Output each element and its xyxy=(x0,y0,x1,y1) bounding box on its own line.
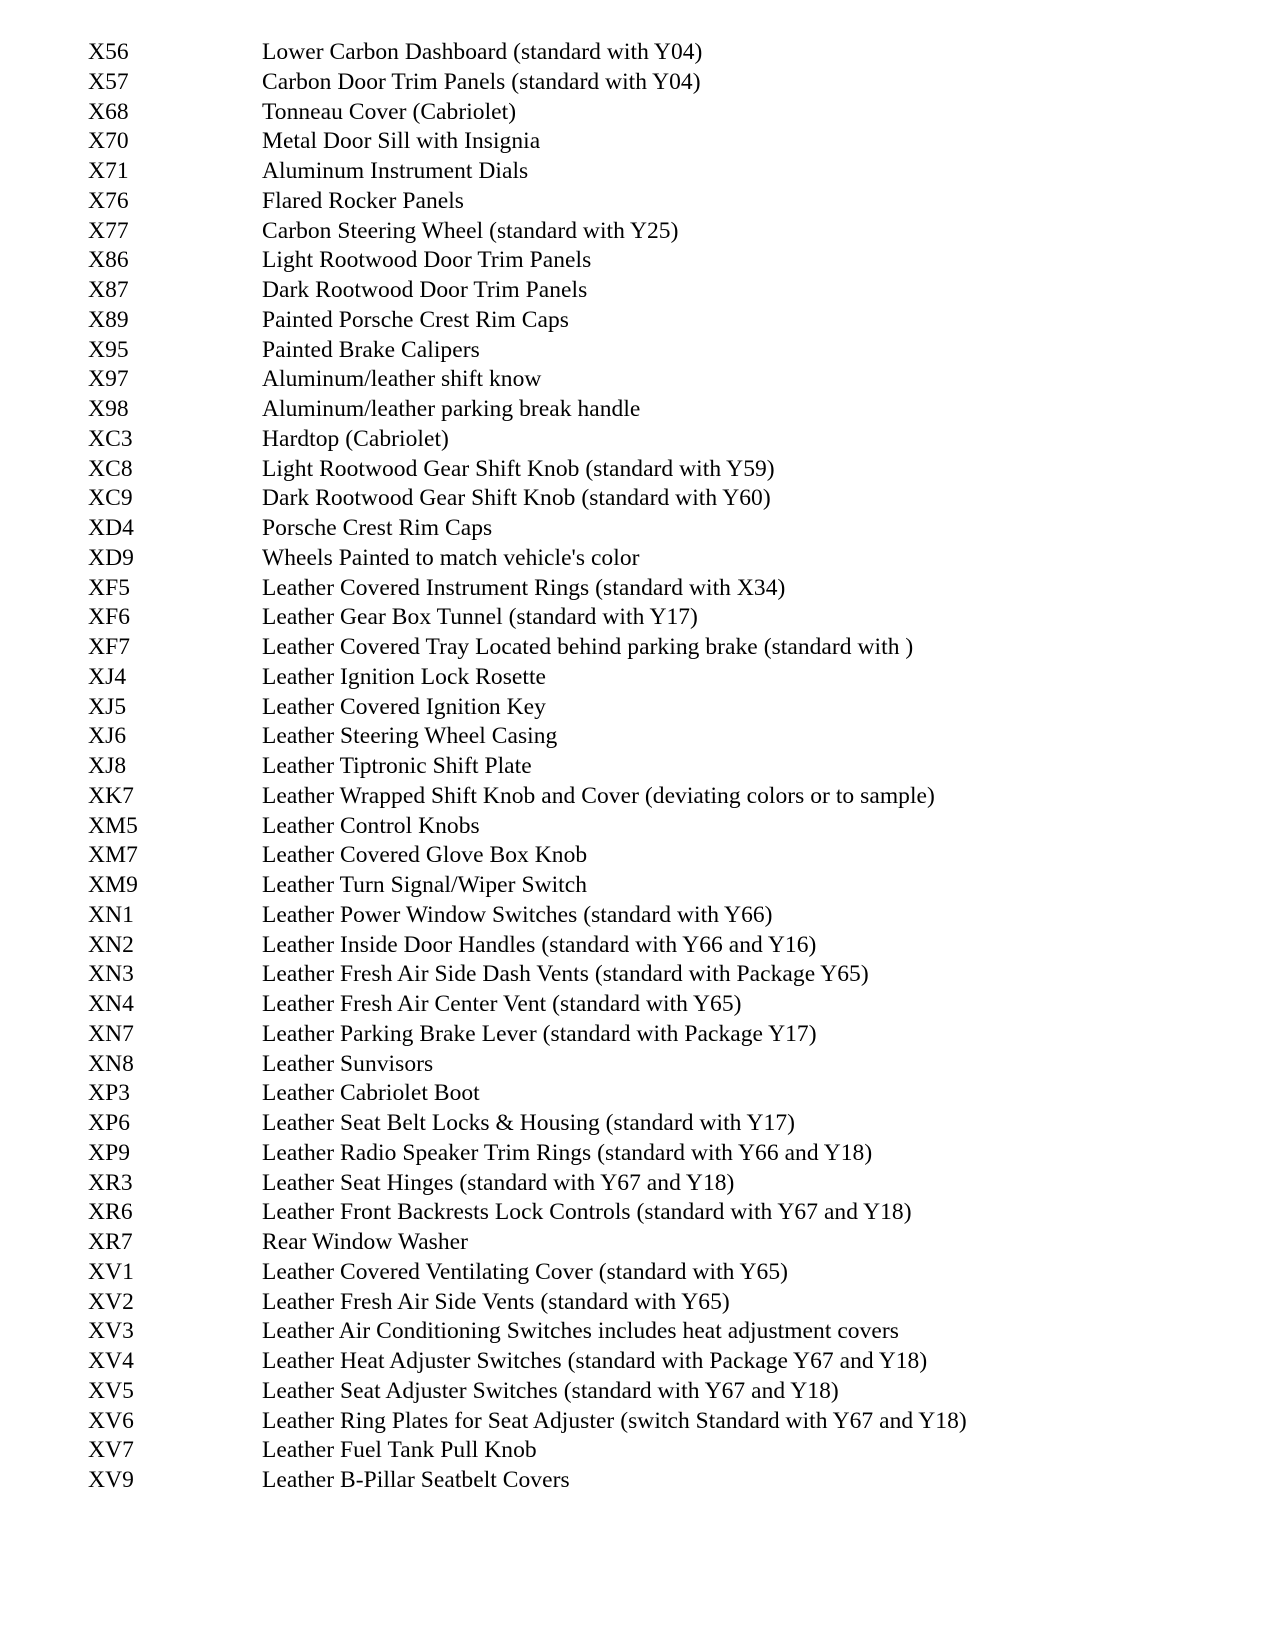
option-row xyxy=(88,1407,1195,1437)
option-row xyxy=(88,990,1195,1020)
option-code: XD4 xyxy=(88,515,134,541)
option-code: XJ4 xyxy=(88,663,127,690)
option-description: Leather Fresh Air Side Vents (standard with Y65) xyxy=(262,1288,730,1315)
option-description: Leather Fresh Air Side Dash Vents (standard with Package Y65) xyxy=(262,961,869,988)
option-row xyxy=(88,752,1195,782)
option-row xyxy=(88,693,1195,723)
option-code: XK7 xyxy=(88,782,134,809)
option-code: XM7 xyxy=(88,842,138,869)
option-code: XN8 xyxy=(88,1050,134,1077)
option-description: Dark Rootwood Gear Shift Knob (standard with Y60) xyxy=(262,485,771,512)
option-code: X87 xyxy=(88,277,129,303)
option-code: XC8 xyxy=(88,455,133,482)
option-row xyxy=(88,603,1195,633)
option-row xyxy=(88,484,1195,514)
option-description: Leather Covered Tray Located behind parking brake (standard with ) xyxy=(262,634,914,660)
option-code: XV3 xyxy=(88,1318,134,1345)
option-code: XF5 xyxy=(88,574,131,601)
option-row xyxy=(88,365,1195,395)
option-row xyxy=(88,901,1195,931)
option-code: XN4 xyxy=(88,991,134,1017)
option-code: X57 xyxy=(88,68,129,95)
option-row xyxy=(88,395,1195,425)
option-description: Leather Fuel Tank Pull Knob xyxy=(262,1437,537,1464)
option-description: Leather Front Backrests Lock Controls (standard with Y67 and Y18) xyxy=(262,1199,912,1226)
option-code: XP3 xyxy=(88,1080,131,1107)
option-description: Leather Wrapped Shift Knob and Cover (deviating colors or to sample) xyxy=(262,782,935,809)
option-row xyxy=(88,98,1195,128)
option-row xyxy=(88,68,1195,98)
option-row xyxy=(88,812,1195,842)
option-description: Leather Turn Signal/Wiper Switch xyxy=(262,872,588,898)
option-code: X70 xyxy=(88,128,129,155)
option-code: XV7 xyxy=(88,1437,134,1464)
option-code: XP9 xyxy=(88,1139,131,1166)
option-row xyxy=(88,574,1195,604)
option-row xyxy=(88,1169,1195,1199)
option-description: Aluminum/leather parking break handle xyxy=(262,396,641,422)
option-description: Leather Sunvisors xyxy=(262,1050,434,1077)
option-code: XV2 xyxy=(88,1288,134,1315)
option-code: XD9 xyxy=(88,544,134,571)
option-row xyxy=(88,1347,1195,1377)
option-row xyxy=(88,276,1195,306)
option-description: Leather Steering Wheel Casing xyxy=(262,723,558,750)
option-row xyxy=(88,425,1195,455)
option-description: Light Rootwood Gear Shift Knob (standard with Y59) xyxy=(262,455,775,482)
option-row xyxy=(88,1288,1195,1318)
option-description: Aluminum Instrument Dials xyxy=(262,158,529,184)
option-description: Leather Cabriolet Boot xyxy=(262,1080,480,1107)
option-row xyxy=(88,1079,1195,1109)
option-row xyxy=(88,1377,1195,1407)
option-description: Leather Covered Ventilating Cover (standard with Y65) xyxy=(262,1258,789,1285)
option-code: X97 xyxy=(88,366,129,393)
option-description: Flared Rocker Panels xyxy=(262,187,465,214)
option-row xyxy=(88,960,1195,990)
option-description: Leather Covered Instrument Rings (standard with X34) xyxy=(262,574,786,601)
option-description: Tonneau Cover (Cabriolet) xyxy=(262,98,517,125)
option-description: Leather Covered Glove Box Knob xyxy=(262,842,588,869)
option-description: Wheels Painted to match vehicle's color xyxy=(262,544,640,571)
option-description: Leather Fresh Air Center Vent (standard with Y65) xyxy=(262,991,742,1017)
option-row xyxy=(88,1109,1195,1139)
option-row xyxy=(88,663,1195,693)
option-description: Leather Covered Ignition Key xyxy=(262,693,546,720)
option-description: Leather Control Knobs xyxy=(262,812,480,839)
option-row xyxy=(88,187,1195,217)
option-code: XN7 xyxy=(88,1020,134,1047)
option-description: Leather Ring Plates for Seat Adjuster (switch Standard with Y67 and Y18) xyxy=(262,1407,967,1434)
option-row xyxy=(88,514,1195,544)
option-description: Leather Seat Hinges (standard with Y67 and Y18) xyxy=(262,1169,735,1196)
option-description: Leather Power Window Switches (standard with Y66) xyxy=(262,901,773,928)
option-row xyxy=(88,1258,1195,1288)
option-row xyxy=(88,782,1195,812)
option-row xyxy=(88,306,1195,336)
option-code: XV9 xyxy=(88,1467,134,1493)
option-description: Leather B-Pillar Seatbelt Covers xyxy=(262,1467,570,1493)
option-code: XM5 xyxy=(88,812,138,839)
option-code: XM9 xyxy=(88,872,138,898)
option-description: Dark Rootwood Door Trim Panels xyxy=(262,277,588,303)
option-code: XN2 xyxy=(88,931,134,958)
option-description: Leather Seat Belt Locks & Housing (standard with Y17) xyxy=(262,1110,796,1136)
option-code: XV5 xyxy=(88,1377,134,1404)
option-code: X95 xyxy=(88,336,129,363)
option-row xyxy=(88,455,1195,485)
option-description: Leather Gear Box Tunnel (standard with Y17) xyxy=(262,604,698,631)
option-row xyxy=(88,633,1195,663)
option-description: Rear Window Washer xyxy=(262,1229,469,1255)
option-row xyxy=(88,1050,1195,1080)
option-description: Leather Tiptronic Shift Plate xyxy=(262,753,532,779)
option-description: Metal Door Sill with Insignia xyxy=(262,128,541,155)
option-code: XJ5 xyxy=(88,693,127,720)
option-description: Leather Radio Speaker Trim Rings (standard with Y66 and Y18) xyxy=(262,1139,873,1166)
option-code: XV4 xyxy=(88,1348,134,1374)
option-description: Hardtop (Cabriolet) xyxy=(262,425,449,452)
option-code: XR7 xyxy=(88,1229,133,1255)
option-code: XR6 xyxy=(88,1199,133,1226)
option-description: Carbon Steering Wheel (standard with Y25) xyxy=(262,217,679,244)
option-code: XF7 xyxy=(88,634,131,660)
option-description: Leather Air Conditioning Switches includes heat adjustment covers xyxy=(262,1318,899,1345)
option-row xyxy=(88,1139,1195,1169)
option-code: X76 xyxy=(88,187,129,214)
option-code: X71 xyxy=(88,158,129,184)
option-description: Leather Ignition Lock Rosette xyxy=(262,663,547,690)
option-code: X68 xyxy=(88,98,129,125)
option-row xyxy=(88,931,1195,961)
option-description: Leather Inside Door Handles (standard with Y66 and Y16) xyxy=(262,931,817,958)
option-code: X89 xyxy=(88,306,129,333)
option-description: Lower Carbon Dashboard (standard with Y04) xyxy=(262,39,703,65)
option-code: XC3 xyxy=(88,425,133,452)
option-code-list xyxy=(88,38,1195,1496)
option-code: X98 xyxy=(88,396,129,422)
option-row xyxy=(88,336,1195,366)
option-code: XV1 xyxy=(88,1258,134,1285)
option-description: Leather Seat Adjuster Switches (standard with Y67 and Y18) xyxy=(262,1377,839,1404)
option-description: Carbon Door Trim Panels (standard with Y04) xyxy=(262,68,701,95)
option-row xyxy=(88,127,1195,157)
option-row xyxy=(88,217,1195,247)
option-row xyxy=(88,722,1195,752)
option-code: XF6 xyxy=(88,604,131,631)
option-code: XC9 xyxy=(88,485,133,512)
option-code: XJ8 xyxy=(88,753,127,779)
option-row xyxy=(88,157,1195,187)
option-row xyxy=(88,544,1195,574)
option-code: XN1 xyxy=(88,901,134,928)
option-code: X86 xyxy=(88,247,129,274)
option-row xyxy=(88,841,1195,871)
option-row xyxy=(88,1020,1195,1050)
option-description: Leather Parking Brake Lever (standard with Package Y17) xyxy=(262,1020,817,1047)
option-description: Aluminum/leather shift know xyxy=(262,366,542,393)
option-code: XR3 xyxy=(88,1169,133,1196)
option-description: Porsche Crest Rim Caps xyxy=(262,515,493,541)
option-code: XP6 xyxy=(88,1110,131,1136)
option-code: X56 xyxy=(88,39,129,65)
option-row xyxy=(88,1228,1195,1258)
option-row xyxy=(88,1466,1195,1496)
option-description: Painted Porsche Crest Rim Caps xyxy=(262,306,569,333)
option-row xyxy=(88,1317,1195,1347)
option-description: Painted Brake Calipers xyxy=(262,336,480,363)
option-row xyxy=(88,871,1195,901)
option-description: Leather Heat Adjuster Switches (standard with Package Y67 and Y18) xyxy=(262,1348,928,1374)
option-code: XJ6 xyxy=(88,723,127,750)
option-row xyxy=(88,246,1195,276)
option-code: XV6 xyxy=(88,1407,134,1434)
option-row xyxy=(88,1198,1195,1228)
option-code: X77 xyxy=(88,217,129,244)
option-row xyxy=(88,1436,1195,1466)
option-row xyxy=(88,38,1195,68)
option-code: XN3 xyxy=(88,961,134,988)
option-description: Light Rootwood Door Trim Panels xyxy=(262,247,592,274)
